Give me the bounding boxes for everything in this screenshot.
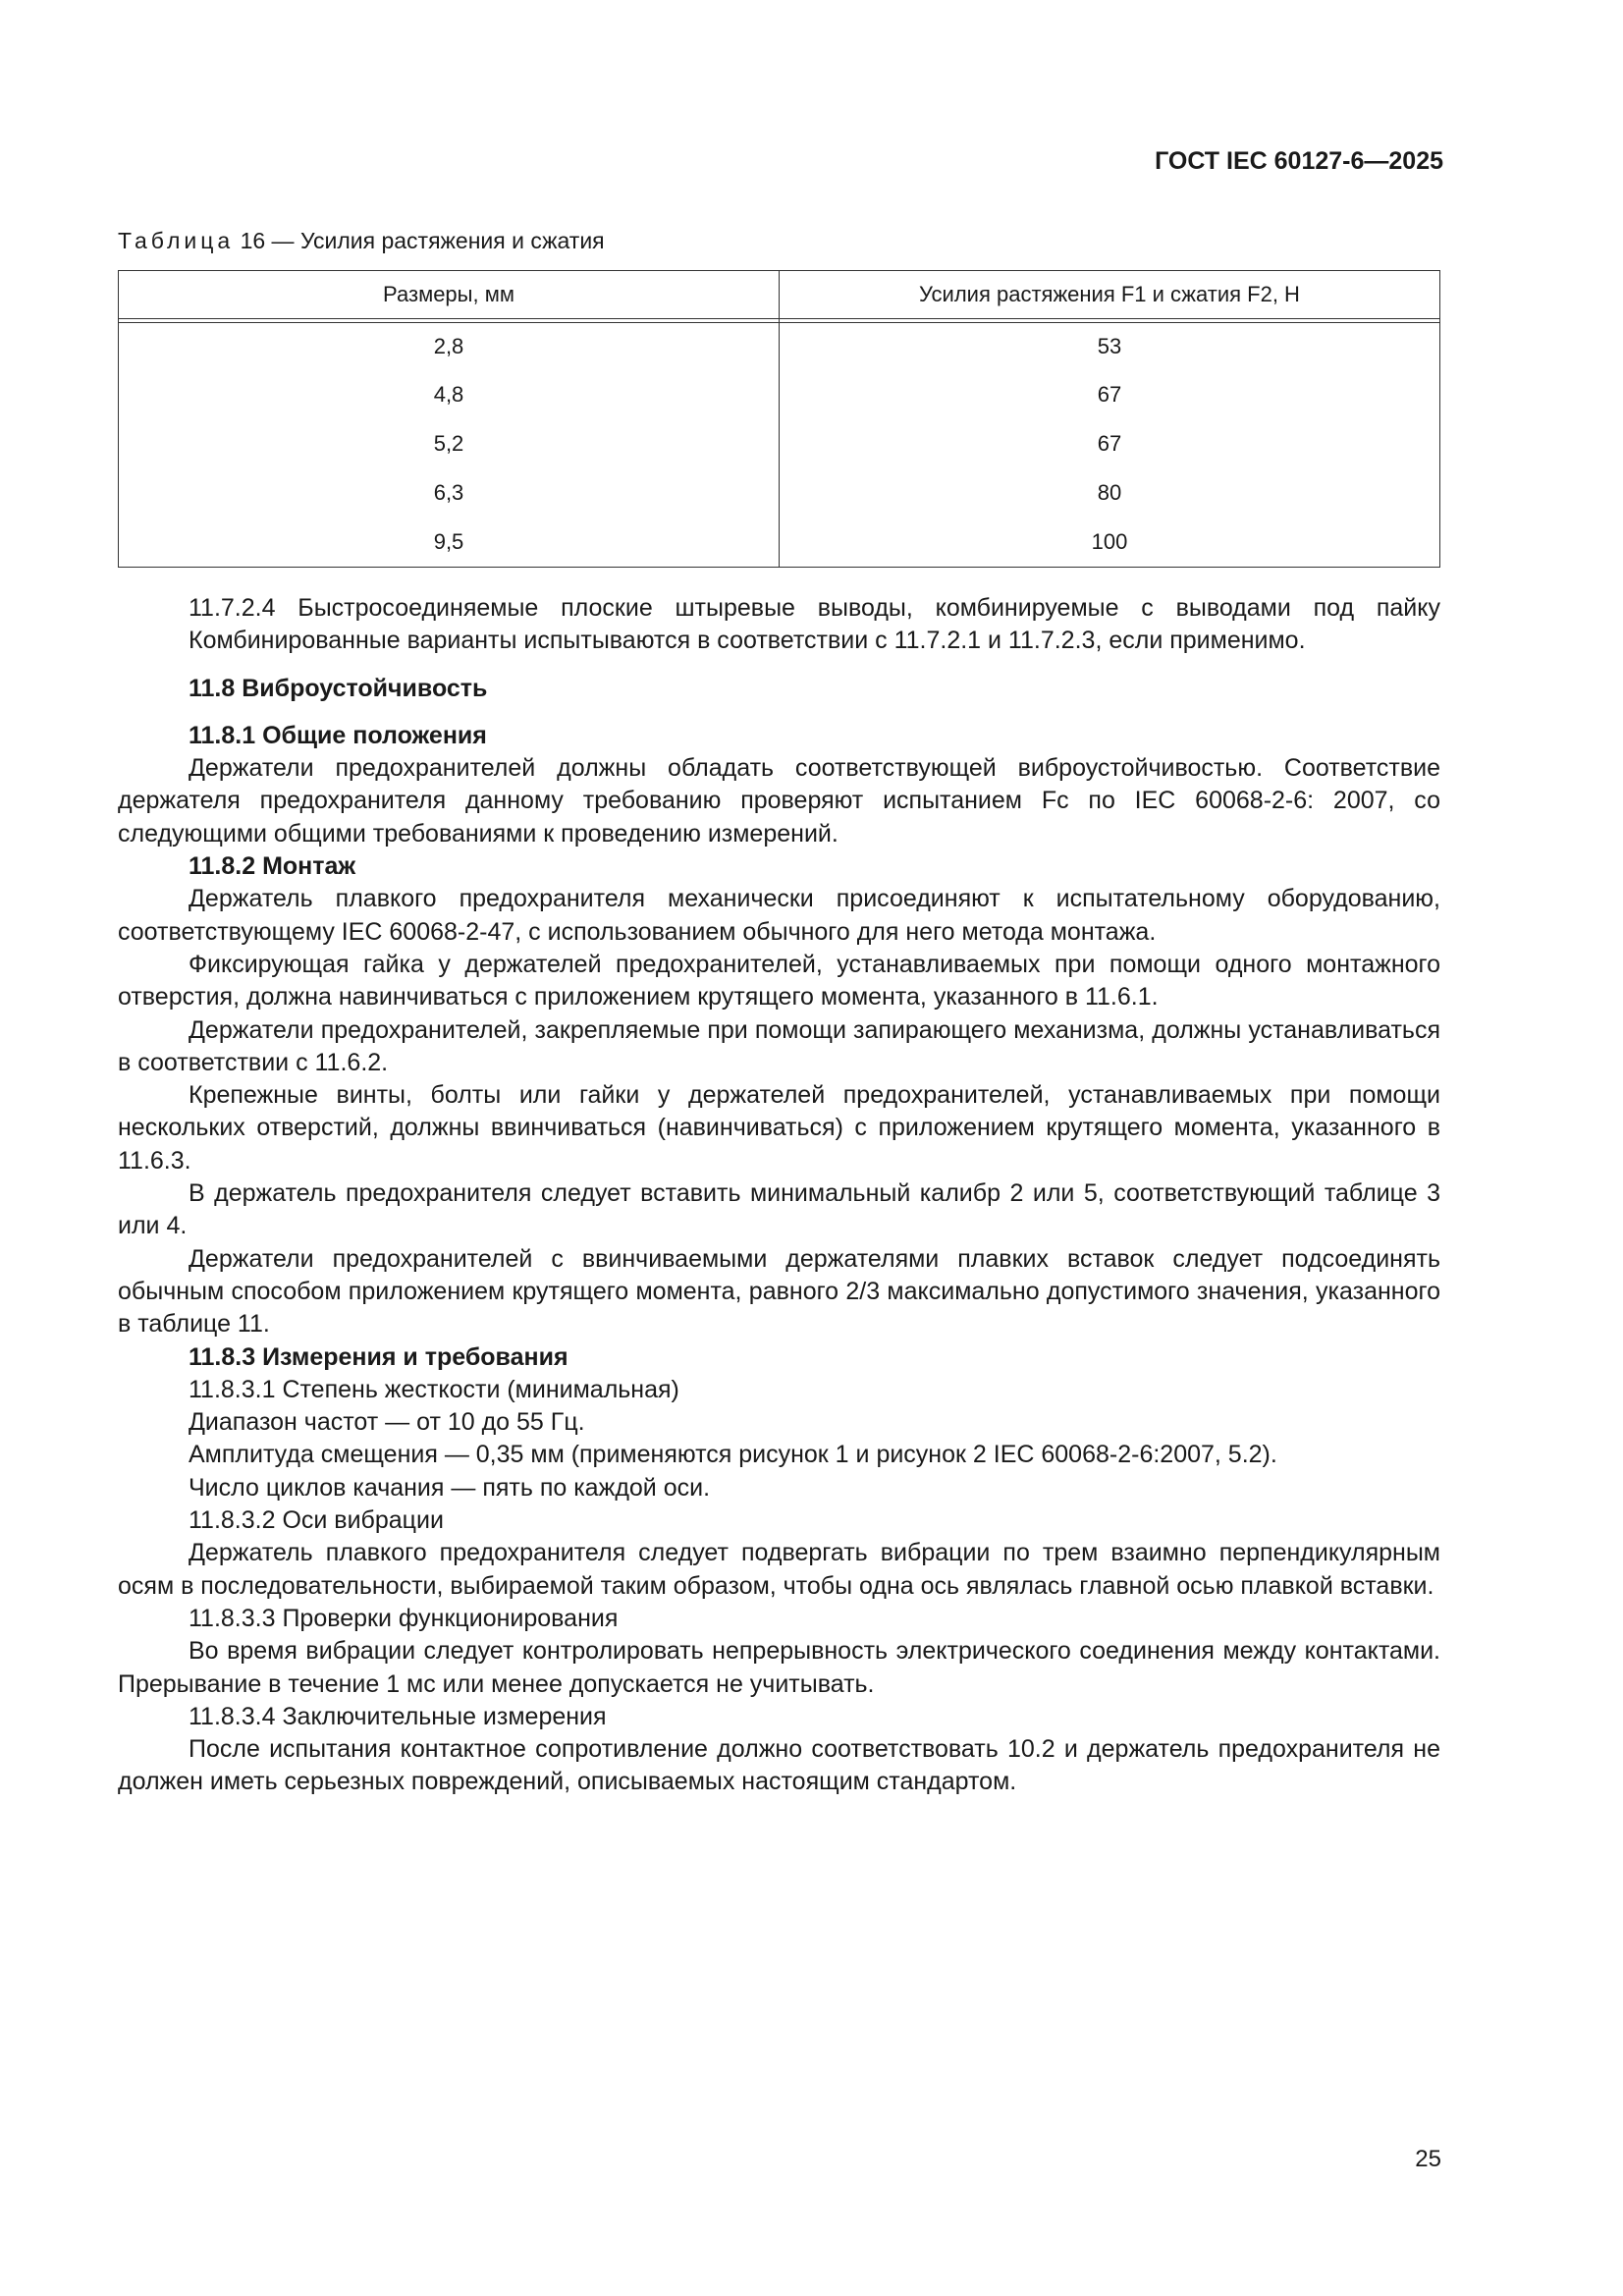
table-cell-force: 53 [780, 323, 1440, 371]
table-cell-size: 5,2 [119, 419, 780, 468]
table-cell-size: 2,8 [119, 323, 780, 371]
table-caption-title: 16 — Усилия растяжения и сжатия [234, 228, 605, 253]
forces-table [118, 270, 1440, 568]
clause-11-8-2-text-b: Фиксирующая гайка у держателей предохранителей, устанавливаемых при помощи одного монтажного отверстия, должна навинчиваться с приложением крутящего момента, указанного в 11.6.1. [118, 950, 1440, 1011]
clause-11-8-3-1-title: 11.8.3.1 Степень жесткости (минимальная) [189, 1375, 679, 1403]
table-cell-force: 80 [780, 468, 1440, 518]
table-cell-force: 67 [780, 370, 1440, 419]
clause-11-8-2-text-c: Держатели предохранителей, закрепляемые при помощи запирающего механизма, должны устанавливаться в соответствии с 11.6.2. [118, 1015, 1440, 1076]
table-header-force: Усилия растяжения F1 и сжатия F2, Н [780, 271, 1440, 319]
clause-11-8-1-text: Держатели предохранителей должны обладать соответствующей виброустойчивостью. Соответствие держателя предохранителя данному требованию проверяют испытанием Fc по IEC 60068-2-6: 2007, со следующими общими требованиями к проведению измерений. [118, 754, 1440, 847]
table-cell-size: 9,5 [119, 518, 780, 568]
document-body [118, 592, 1440, 1799]
section-heading-11-8: 11.8 Виброустойчивость [189, 674, 488, 702]
section-heading-11-8-1: 11.8.1 Общие положения [189, 721, 487, 749]
table-cell-force: 67 [780, 419, 1440, 468]
clause-11-7-2-4-text: Комбинированные варианты испытываются в соответствии с 11.7.2.1 и 11.7.2.3, если применимо. [189, 627, 1306, 655]
document-code-header: ГОСТ IEC 60127-6—2025 [1155, 147, 1443, 175]
table-row [119, 468, 1440, 518]
section-heading-11-8-2: 11.8.2 Монтаж [189, 852, 356, 881]
table-cell-size: 6,3 [119, 468, 780, 518]
frequency-range-text: Диапазон частот — от 10 до 55 Гц. [189, 1408, 585, 1437]
table-row [119, 518, 1440, 568]
clause-11-8-3-4-title: 11.8.3.4 Заключительные измерения [189, 1702, 607, 1730]
clause-11-8-3-2-title: 11.8.3.2 Оси вибрации [189, 1506, 444, 1535]
function-check-text: Во время вибрации следует контролировать непрерывность электрического соединения между контактами. Прерывание в течение 1 мс или менее допускается не учитывать. [118, 1637, 1440, 1698]
cycles-text: Число циклов качания — пять по каждой оси. [189, 1473, 711, 1502]
clause-11-8-2-text-f: Держатели предохранителей с ввинчиваемыми держателями плавких вставок следует подсоединять обычным способом приложением крутящего момента, равного 2/3 максимально допустимого значения, указанного в таблице 11. [118, 1244, 1440, 1339]
table-row [119, 419, 1440, 468]
table-caption-prefix: Таблица [118, 228, 235, 253]
table-cell-size: 4,8 [119, 370, 780, 419]
amplitude-text: Амплитуда смещения — 0,35 мм (применяются рисунок 1 и рисунок 2 IEC 60068-2-6:2007, 5.2). [189, 1441, 1277, 1469]
final-measurements-text: После испытания контактное сопротивление должно соответствовать 10.2 и держатель предохранителя не должен иметь серьезных повреждений, описываемых настоящим стандартом. [118, 1735, 1440, 1796]
page-number: 25 [1415, 2146, 1441, 2172]
table-row [119, 323, 1440, 371]
table-cell-force: 100 [780, 518, 1440, 568]
table-row [119, 370, 1440, 419]
table-caption [118, 228, 605, 254]
clause-11-8-2-text-d: Крепежные винты, болты или гайки у держателей предохранителей, устанавливаемых при помощи нескольких отверстий, должны ввинчиваться (навинчиваться) с приложением крутящего момента, указанного в 11.6.3. [118, 1081, 1440, 1175]
clause-11-7-2-4-title: 11.7.2.4 Быстросоединяемые плоские штыревые выводы, комбинируемые с выводами под пайку [189, 594, 1440, 622]
section-heading-11-8-3: 11.8.3 Измерения и требования [189, 1342, 568, 1371]
table-header-size: Размеры, мм [119, 271, 780, 319]
clause-11-8-3-3-title: 11.8.3.3 Проверки функционирования [189, 1604, 619, 1632]
clause-11-8-2-text-e: В держатель предохранителя следует вставить минимальный калибр 2 или 5, соответствующий таблице 3 или 4. [118, 1179, 1440, 1240]
vibration-axes-text: Держатель плавкого предохранителя следует подвергать вибрации по трем взаимно перпендикулярным осям в последовательности, выбираемой таким образом, чтобы одна ось являлась главной осью плавкой вставки. [118, 1539, 1440, 1600]
clause-11-8-2-text-a: Держатель плавкого предохранителя механически присоединяют к испытательному оборудованию, соответствующему IEC 60068-2-47, с использованием обычного для него метода монтажа. [118, 885, 1440, 946]
